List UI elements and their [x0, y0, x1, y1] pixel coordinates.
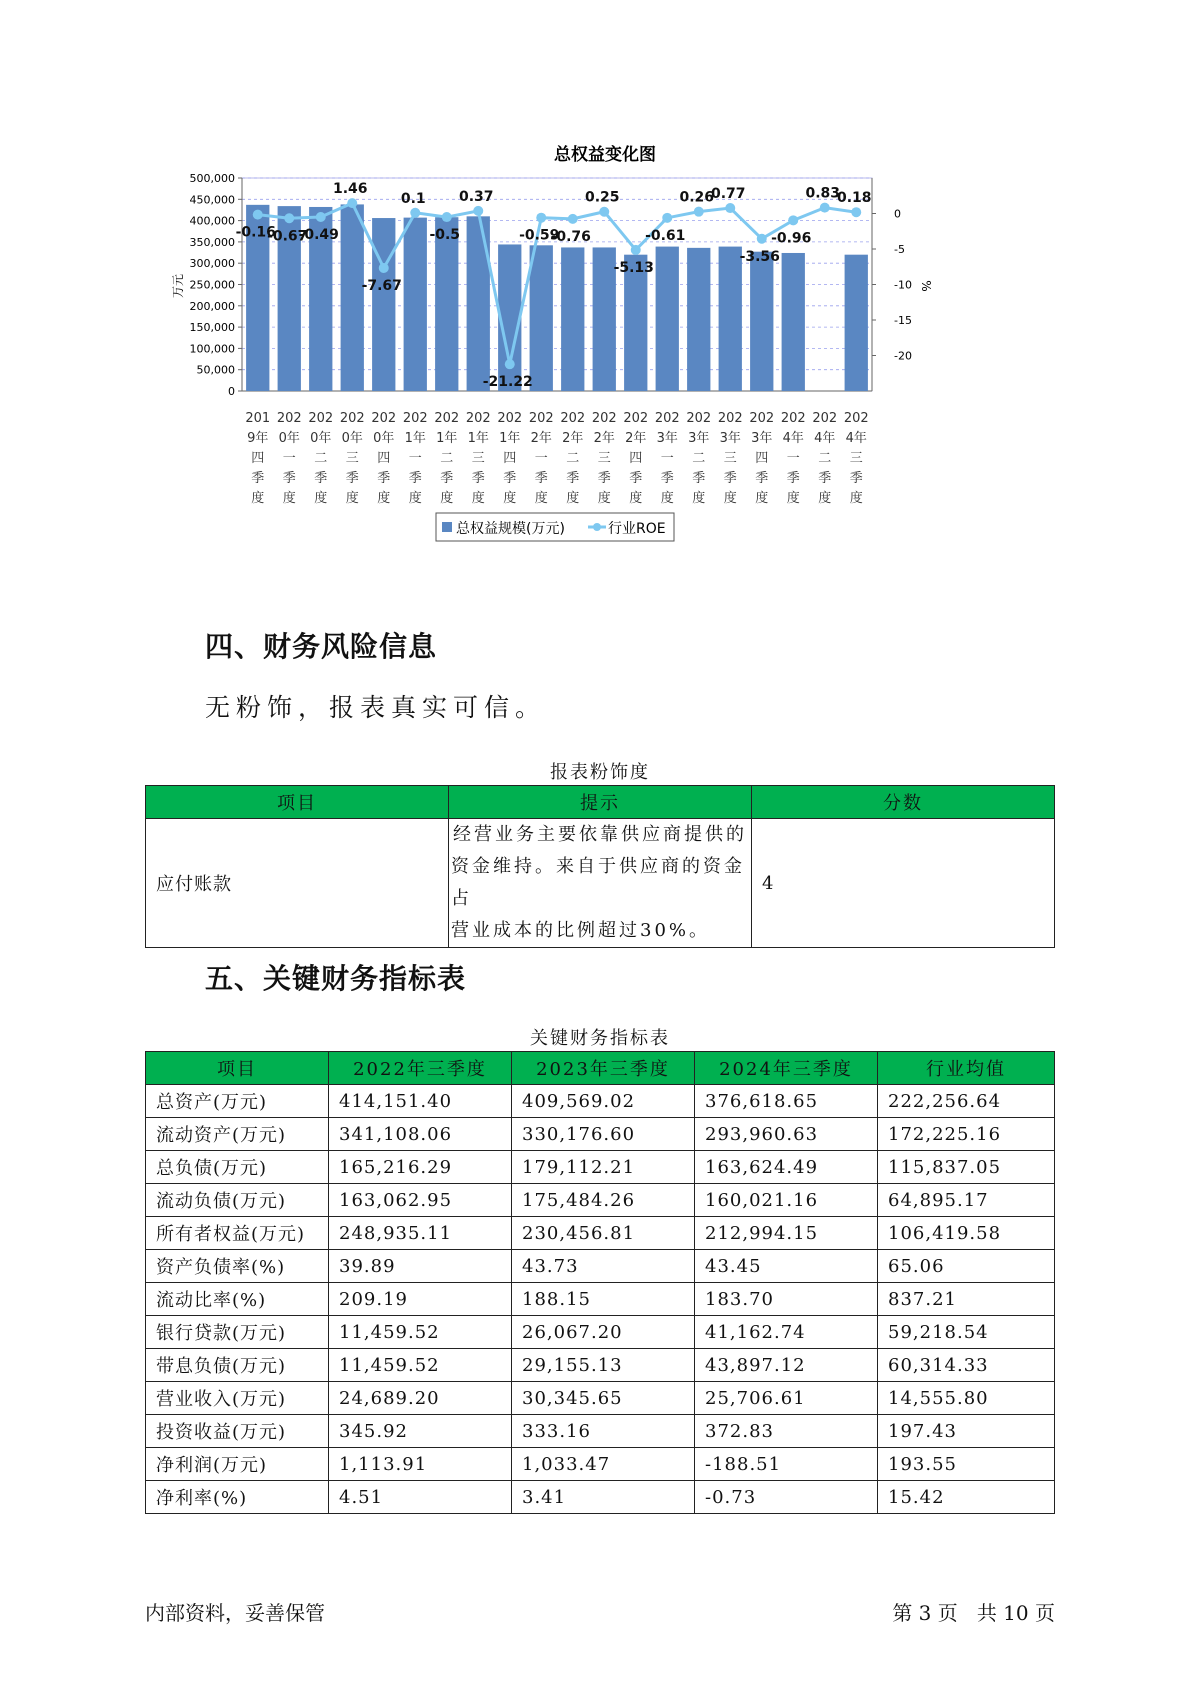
x-tick-label: 季 — [566, 471, 580, 486]
roe-point — [568, 214, 578, 224]
x-tick-label: 2年 — [562, 431, 584, 446]
x-tick-label: 0年 — [341, 431, 363, 446]
metric-value-cell: 163,062.95 — [329, 1184, 512, 1217]
x-tick-label: 四 — [755, 451, 769, 466]
metric-value-cell: 183.70 — [695, 1283, 878, 1316]
x-tick-label: 季 — [377, 471, 391, 486]
x-tick-label: 一 — [534, 451, 548, 466]
metrics-table-row — [146, 1151, 1055, 1184]
metrics-table-row — [146, 1316, 1055, 1349]
x-tick-label: 度 — [440, 491, 454, 506]
metric-value-cell: 175,484.26 — [512, 1184, 695, 1217]
risk-hint-cell — [449, 819, 752, 948]
x-tick-label: 二 — [566, 451, 580, 466]
bar — [530, 245, 553, 391]
x-tick-label: 9年 — [247, 431, 269, 446]
metric-value-cell: 172,225.16 — [878, 1118, 1055, 1151]
roe-data-label: 0.18 — [836, 190, 872, 207]
risk-item-cell: 应付账款 — [146, 819, 449, 948]
equity-chart — [170, 140, 950, 590]
x-tick-label: 二 — [692, 451, 706, 466]
roe-data-label: -0.5 — [429, 227, 461, 244]
bar — [341, 204, 364, 391]
x-tick-label: 202 — [276, 411, 302, 426]
metric-value-cell: 372.83 — [695, 1415, 878, 1448]
metric-value-cell: 333.16 — [512, 1415, 695, 1448]
x-tick-label: 202 — [528, 411, 554, 426]
roe-data-label: -0.59 — [519, 227, 560, 244]
metrics-table-header — [146, 1052, 1055, 1085]
roe-point — [316, 212, 326, 222]
x-tick-label: 二 — [314, 451, 328, 466]
x-tick-label: 度 — [251, 491, 265, 506]
metric-value-cell: 330,176.60 — [512, 1118, 695, 1151]
metric-name-cell: 所有者权益(万元) — [146, 1217, 329, 1250]
legend-bar-swatch — [442, 522, 452, 532]
x-tick-label: 202 — [749, 411, 775, 426]
x-tick-label: 1年 — [436, 431, 458, 446]
left-tick-label: 350,000 — [189, 235, 235, 249]
metric-name-cell: 银行贷款(万元) — [146, 1316, 329, 1349]
roe-data-label: 0.83 — [805, 185, 841, 202]
bar — [719, 247, 742, 391]
roe-point — [284, 213, 294, 223]
roe-point — [599, 207, 609, 217]
metric-value-cell: 837.21 — [878, 1283, 1055, 1316]
x-tick-label: 202 — [371, 411, 397, 426]
metric-value-cell: 60,314.33 — [878, 1349, 1055, 1382]
metric-value-cell: 30,345.65 — [512, 1382, 695, 1415]
roe-point — [788, 215, 798, 225]
x-tick-label: 202 — [623, 411, 649, 426]
x-tick-label: 季 — [503, 471, 517, 486]
metric-value-cell: 193.55 — [878, 1448, 1055, 1481]
metric-value-cell: 25,706.61 — [695, 1382, 878, 1415]
metric-value-cell: 188.15 — [512, 1283, 695, 1316]
metric-value-cell: 1,033.47 — [512, 1448, 695, 1481]
left-tick-label: 450,000 — [189, 193, 235, 207]
right-tick-label: -15 — [894, 314, 912, 327]
x-tick-label: 3年 — [751, 431, 773, 446]
roe-point — [536, 213, 546, 223]
right-tick-label: 0 — [894, 207, 901, 221]
roe-data-label: -21.22 — [482, 374, 533, 391]
left-tick-label: 200,000 — [189, 299, 235, 313]
metric-name-cell: 投资收益(万元) — [146, 1415, 329, 1448]
x-tick-label: 季 — [597, 471, 611, 486]
metric-value-cell: -0.73 — [695, 1481, 878, 1514]
x-tick-label: 1年 — [467, 431, 489, 446]
x-tick-label: 202 — [497, 411, 523, 426]
roe-data-label: -0.96 — [771, 230, 812, 247]
x-tick-label: 季 — [786, 471, 800, 486]
x-tick-label: 202 — [717, 411, 743, 426]
metrics-table-row — [146, 1481, 1055, 1514]
metric-name-cell: 净利率(%) — [146, 1481, 329, 1514]
x-tick-label: 三 — [345, 451, 359, 466]
metric-name-cell: 流动负债(万元) — [146, 1184, 329, 1217]
metric-name-cell: 流动资产(万元) — [146, 1118, 329, 1151]
roe-point — [694, 207, 704, 217]
chart-title: 总权益变化图 — [554, 145, 656, 165]
x-tick-label: 季 — [440, 471, 454, 486]
bar — [435, 217, 458, 391]
left-tick-label: 500,000 — [189, 172, 235, 185]
x-tick-label: 4年 — [814, 431, 836, 446]
metric-value-cell: 11,459.52 — [329, 1349, 512, 1382]
x-tick-label: 季 — [849, 471, 863, 486]
bar — [372, 218, 395, 391]
metric-value-cell: 179,112.21 — [512, 1151, 695, 1184]
roe-point — [379, 263, 389, 273]
x-tick-label: 三 — [723, 451, 737, 466]
legend-line-label: 行业ROE — [608, 521, 666, 537]
roe-data-label: -5.13 — [613, 259, 654, 276]
risk-table-row — [146, 819, 1055, 948]
x-tick-label: 3年 — [656, 431, 678, 446]
metric-value-cell: 341,108.06 — [329, 1118, 512, 1151]
bar — [593, 247, 616, 391]
metrics-table-row — [146, 1283, 1055, 1316]
bar — [750, 252, 773, 391]
metric-value-cell: 3.41 — [512, 1481, 695, 1514]
section4-title: 四、财务风险信息 — [205, 630, 438, 663]
metrics-table-row — [146, 1448, 1055, 1481]
x-tick-label: 0年 — [373, 431, 395, 446]
metric-name-cell: 净利润(万元) — [146, 1448, 329, 1481]
metric-value-cell: 11,459.52 — [329, 1316, 512, 1349]
right-tick-label: -20 — [894, 349, 912, 363]
metric-value-cell: 212,994.15 — [695, 1217, 878, 1250]
x-tick-label: 季 — [282, 471, 296, 486]
x-tick-label: 202 — [308, 411, 334, 426]
roe-point — [725, 203, 735, 213]
roe-data-label: 0.1 — [400, 190, 426, 207]
x-tick-label: 1年 — [499, 431, 521, 446]
left-tick-label: 100,000 — [189, 342, 235, 356]
x-tick-label: 三 — [471, 451, 485, 466]
x-tick-label: 0年 — [278, 431, 300, 446]
roe-data-label: 0.77 — [710, 186, 746, 203]
roe-point — [662, 213, 672, 223]
metric-value-cell: 409,569.02 — [512, 1085, 695, 1118]
roe-data-label: 0.25 — [584, 189, 620, 206]
metric-value-cell: 64,895.17 — [878, 1184, 1055, 1217]
roe-point — [442, 212, 452, 222]
metric-value-cell: -188.51 — [695, 1448, 878, 1481]
metric-value-cell: 1,113.91 — [329, 1448, 512, 1481]
legend-bar-label: 总权益规模(万元) — [456, 521, 565, 537]
bar — [782, 253, 805, 391]
risk-table — [145, 785, 1055, 948]
x-tick-label: 0年 — [310, 431, 332, 446]
metric-value-cell: 14,555.80 — [878, 1382, 1055, 1415]
left-tick-label: 50,000 — [196, 363, 235, 377]
metric-value-cell: 26,067.20 — [512, 1316, 695, 1349]
footer-page-number: 第 3 页 共 10 页 — [892, 1601, 1055, 1625]
x-tick-label: 一 — [660, 451, 674, 466]
bar — [561, 247, 584, 391]
roe-point — [757, 234, 767, 244]
x-tick-label: 度 — [786, 491, 800, 506]
bar — [845, 255, 868, 391]
x-tick-label: 202 — [339, 411, 365, 426]
metrics-table-row — [146, 1184, 1055, 1217]
section5-title: 五、关键财务指标表 — [205, 962, 467, 995]
x-tick-label: 度 — [818, 491, 832, 506]
risk-hint-line: 营业成本的比例超过30%。 — [451, 920, 711, 941]
metrics-table-row — [146, 1349, 1055, 1382]
roe-data-label: -0.76 — [550, 228, 591, 245]
roe-point — [347, 198, 357, 208]
legend-line-marker — [593, 523, 601, 531]
x-tick-label: 季 — [723, 471, 737, 486]
metrics-table-row — [146, 1085, 1055, 1118]
risk-score-cell: 4 — [752, 819, 1055, 948]
metric-value-cell: 43.73 — [512, 1250, 695, 1283]
x-tick-label: 季 — [251, 471, 265, 486]
x-tick-label: 度 — [282, 491, 296, 506]
metrics-col-industry-avg: 行业均值 — [878, 1052, 1055, 1085]
x-tick-label: 度 — [723, 491, 737, 506]
right-axis-title: % — [919, 280, 933, 292]
metrics-col-2024q3: 2024年三季度 — [695, 1052, 878, 1085]
x-tick-label: 度 — [503, 491, 517, 506]
roe-point — [410, 208, 420, 218]
x-tick-label: 202 — [780, 411, 806, 426]
x-tick-label: 四 — [377, 451, 391, 466]
footer-confidential: 内部资料，妥善保管 — [145, 1601, 325, 1625]
metric-value-cell: 39.89 — [329, 1250, 512, 1283]
roe-data-label: -0.16 — [235, 224, 276, 241]
risk-hint-line: 经营业务主要依靠供应商提供的 — [453, 824, 747, 845]
risk-col-hint: 提示 — [449, 786, 752, 819]
metric-value-cell: 15.42 — [878, 1481, 1055, 1514]
x-tick-label: 季 — [629, 471, 643, 486]
x-tick-label: 202 — [465, 411, 491, 426]
x-tick-label: 度 — [314, 491, 328, 506]
x-tick-label: 202 — [843, 411, 869, 426]
metric-value-cell: 43.45 — [695, 1250, 878, 1283]
left-tick-label: 250,000 — [189, 278, 235, 292]
roe-point — [851, 207, 861, 217]
roe-data-label: -0.61 — [645, 227, 686, 244]
roe-data-label: -0.67 — [267, 228, 308, 245]
risk-table-header — [146, 786, 1055, 819]
bar — [656, 247, 679, 391]
x-tick-label: 202 — [402, 411, 428, 426]
x-tick-label: 度 — [471, 491, 485, 506]
x-tick-label: 季 — [818, 471, 832, 486]
x-tick-label: 三 — [597, 451, 611, 466]
x-tick-label: 度 — [566, 491, 580, 506]
left-tick-label: 400,000 — [189, 214, 235, 228]
x-tick-label: 季 — [314, 471, 328, 486]
section4-text: 无粉饰，报表真实可信。 — [205, 693, 547, 722]
metrics-table-row — [146, 1217, 1055, 1250]
left-axis-title: 万元 — [171, 273, 185, 299]
x-tick-label: 度 — [534, 491, 548, 506]
metric-name-cell: 总资产(万元) — [146, 1085, 329, 1118]
right-tick-label: -10 — [894, 278, 912, 292]
roe-point — [820, 203, 830, 213]
x-tick-label: 二 — [440, 451, 454, 466]
x-tick-label: 2年 — [625, 431, 647, 446]
metrics-table — [145, 1051, 1055, 1514]
metrics-table-row — [146, 1250, 1055, 1283]
metric-value-cell: 222,256.64 — [878, 1085, 1055, 1118]
x-tick-label: 4年 — [782, 431, 804, 446]
roe-data-label: -7.67 — [361, 277, 402, 294]
x-tick-label: 4年 — [845, 431, 867, 446]
roe-point — [253, 210, 263, 220]
metric-value-cell: 4.51 — [329, 1481, 512, 1514]
x-tick-label: 度 — [755, 491, 769, 506]
metric-value-cell: 160,021.16 — [695, 1184, 878, 1217]
metric-value-cell: 230,456.81 — [512, 1217, 695, 1250]
x-tick-label: 三 — [849, 451, 863, 466]
metric-value-cell: 197.43 — [878, 1415, 1055, 1448]
metrics-col-2023q3: 2023年三季度 — [512, 1052, 695, 1085]
metric-value-cell: 41,162.74 — [695, 1316, 878, 1349]
metrics-table-row — [146, 1415, 1055, 1448]
x-tick-label: 202 — [591, 411, 617, 426]
x-tick-label: 3年 — [719, 431, 741, 446]
bar — [404, 218, 427, 391]
x-tick-label: 2年 — [530, 431, 552, 446]
x-tick-label: 度 — [345, 491, 359, 506]
x-tick-label: 季 — [692, 471, 706, 486]
bar — [467, 216, 490, 391]
x-tick-label: 四 — [503, 451, 517, 466]
metric-value-cell: 24,689.20 — [329, 1382, 512, 1415]
metric-value-cell: 115,837.05 — [878, 1151, 1055, 1184]
metric-name-cell: 资产负债率(%) — [146, 1250, 329, 1283]
metric-value-cell: 293,960.63 — [695, 1118, 878, 1151]
x-tick-label: 四 — [251, 451, 265, 466]
metric-name-cell: 总负债(万元) — [146, 1151, 329, 1184]
x-tick-label: 202 — [434, 411, 460, 426]
x-tick-label: 季 — [408, 471, 422, 486]
metric-name-cell: 带息负债(万元) — [146, 1349, 329, 1382]
roe-data-label: -3.56 — [739, 248, 780, 265]
metric-value-cell: 376,618.65 — [695, 1085, 878, 1118]
metrics-table-row — [146, 1382, 1055, 1415]
metric-value-cell: 65.06 — [878, 1250, 1055, 1283]
metric-name-cell: 营业收入(万元) — [146, 1382, 329, 1415]
metric-value-cell: 209.19 — [329, 1283, 512, 1316]
x-tick-label: 度 — [692, 491, 706, 506]
x-tick-label: 一 — [408, 451, 422, 466]
metric-value-cell: 43,897.12 — [695, 1349, 878, 1382]
roe-data-label: 1.46 — [332, 181, 368, 198]
x-tick-label: 季 — [755, 471, 769, 486]
roe-point — [505, 359, 515, 369]
risk-col-item: 项目 — [146, 786, 449, 819]
x-tick-label: 季 — [534, 471, 548, 486]
x-tick-label: 季 — [345, 471, 359, 486]
metric-value-cell: 106,419.58 — [878, 1217, 1055, 1250]
x-tick-label: 202 — [686, 411, 712, 426]
risk-table-caption: 报表粉饰度 — [550, 762, 650, 783]
metrics-table-caption: 关键财务指标表 — [530, 1028, 670, 1049]
x-tick-label: 季 — [660, 471, 674, 486]
metric-value-cell: 163,624.49 — [695, 1151, 878, 1184]
x-tick-label: 3年 — [688, 431, 710, 446]
roe-data-label: 0.37 — [458, 188, 494, 205]
x-tick-label: 202 — [560, 411, 586, 426]
right-tick-label: -5 — [894, 243, 905, 256]
x-tick-label: 一 — [786, 451, 800, 466]
metric-name-cell: 流动比率(%) — [146, 1283, 329, 1316]
metric-value-cell: 165,216.29 — [329, 1151, 512, 1184]
x-tick-label: 度 — [408, 491, 422, 506]
roe-data-label: -0.49 — [298, 226, 339, 243]
x-tick-label: 度 — [377, 491, 391, 506]
left-tick-label: 150,000 — [189, 321, 235, 335]
x-tick-label: 202 — [654, 411, 680, 426]
left-tick-label: 0 — [228, 385, 235, 398]
x-tick-label: 度 — [629, 491, 643, 506]
risk-col-score: 分数 — [752, 786, 1055, 819]
metric-value-cell: 248,935.11 — [329, 1217, 512, 1250]
x-tick-label: 2年 — [593, 431, 615, 446]
x-tick-label: 201 — [245, 411, 271, 426]
bar — [687, 248, 710, 391]
roe-point — [473, 206, 483, 216]
metrics-table-row — [146, 1118, 1055, 1151]
roe-data-label: 0.26 — [679, 189, 715, 206]
x-tick-label: 1年 — [404, 431, 426, 446]
roe-point — [631, 245, 641, 255]
metrics-col-2022q3: 2022年三季度 — [329, 1052, 512, 1085]
left-tick-label: 300,000 — [189, 257, 235, 271]
x-tick-label: 二 — [818, 451, 832, 466]
x-tick-label: 季 — [471, 471, 485, 486]
x-tick-label: 度 — [849, 491, 863, 506]
x-tick-label: 度 — [660, 491, 674, 506]
x-tick-label: 202 — [812, 411, 838, 426]
metric-value-cell: 414,151.40 — [329, 1085, 512, 1118]
risk-hint-line: 资金维持。来自于供应商的资金占 — [451, 856, 745, 909]
metric-value-cell: 345.92 — [329, 1415, 512, 1448]
x-tick-label: 四 — [629, 451, 643, 466]
metric-value-cell: 29,155.13 — [512, 1349, 695, 1382]
metric-value-cell: 59,218.54 — [878, 1316, 1055, 1349]
x-tick-label: 度 — [597, 491, 611, 506]
x-tick-label: 一 — [282, 451, 296, 466]
metrics-col-item: 项目 — [146, 1052, 329, 1085]
